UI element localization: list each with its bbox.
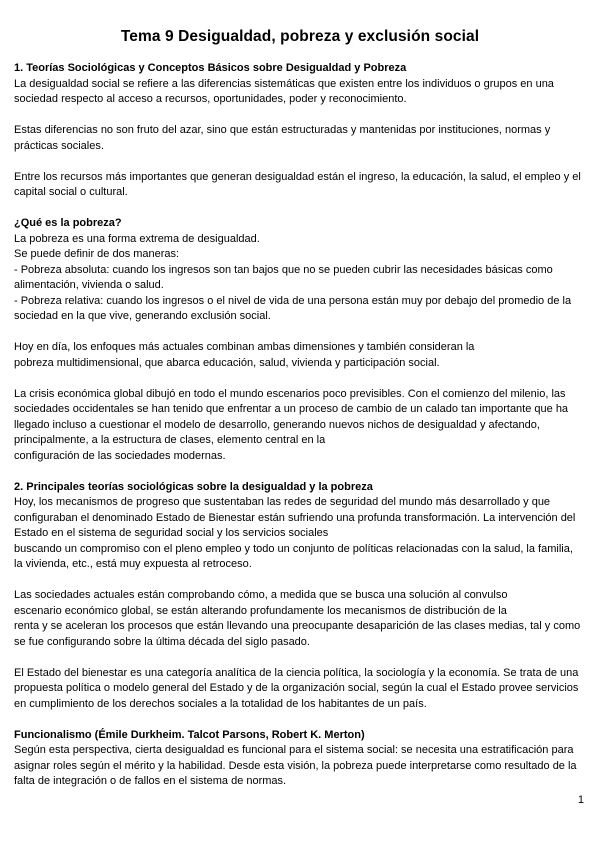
text-line: - Pobreza relativa: cuando los ingresos o el nivel de vida de una persona están muy por debajo del promedio de la xyxy=(14,294,572,307)
text-line: sociedades occidentales se han tenido que enfrentar a un proceso de cambio de un calado tan importante que ha xyxy=(14,403,569,415)
page-number: 1 xyxy=(577,794,584,806)
paragraph xyxy=(14,495,586,573)
text-line: capital social o cultural. xyxy=(14,186,128,198)
text-line: alimentación, vivienda o salud. xyxy=(14,279,164,291)
text-line: Hoy, los mecanismos de progreso que sustentaban las redes de seguridad del mundo más desarrollado y que xyxy=(14,496,551,508)
text-line: sociedad respecto al acceso a recursos, oportunidades, poder y reconocimiento. xyxy=(14,93,407,105)
section-heading: Funcionalismo (Émile Durkheim. Talcot Parsons, Robert K. Merton) xyxy=(14,728,365,741)
paragraph xyxy=(14,77,586,108)
document-title: Tema 9 Desigualdad, pobreza y exclusión social xyxy=(120,28,480,45)
text-line: Se puede definir de dos maneras: xyxy=(14,248,180,260)
text-line: se fue configurando sobre la última década del siglo pasado. xyxy=(14,635,310,648)
text-line: Según esta perspectiva, cierta desigualdad es funcional para el sistema social: se necesita una estratificación para xyxy=(14,744,574,756)
text-line: Entre los recursos más importantes que generan desigualdad están el ingreso, la educación, la salud, el empleo y el xyxy=(14,170,581,183)
text-line: El Estado del bienestar es una categoría analítica de la ciencia política, la sociología y la economía. Se trata de una xyxy=(14,666,579,679)
text-line: la vivienda, etc., está muy expuesta al retroceso. xyxy=(14,558,252,570)
paragraph xyxy=(14,232,586,325)
paragraph xyxy=(14,170,586,201)
section-heading: 2. Principales teorías sociológicas sobre la desigualdad y la pobreza xyxy=(14,480,373,493)
text-line: Estas diferencias no son fruto del azar, sino que están estructuradas y mantenidas por instituciones, normas y xyxy=(14,124,551,136)
text-line: pobreza multidimensional, que abarca educación, salud, vivienda y participación social. xyxy=(14,356,440,369)
paragraph xyxy=(14,123,586,154)
text-line: falta de integración o de fallos en el sistema de normas. xyxy=(14,775,287,787)
text-line: Las sociedades actuales están comprobando cómo, a medida que se busca una solución al convulso xyxy=(14,589,508,601)
paragraph xyxy=(14,340,586,371)
text-line: en cumplimiento de los derechos sociales a la totalidad de los habitantes de un país. xyxy=(14,697,427,710)
text-line: - Pobreza absoluta: cuando los ingresos son tan bajos que no se pueden cubrir las necesidades básicas como xyxy=(14,263,553,276)
text-line: buscando un compromiso con el pleno empleo y todo un conjunto de políticas relacionadas con la salud, la familia, xyxy=(14,542,573,555)
text-line: asignar roles según el mérito y la habilidad. Desde esta visión, la pobreza puede interpretarse como resultado de la xyxy=(14,759,577,772)
text-line: escenario económico global, se están alterando profundamente los mecanismos de distribución de la xyxy=(14,604,507,617)
paragraph xyxy=(14,588,586,650)
section-heading: ¿Qué es la pobreza? xyxy=(14,217,122,229)
text-line: prácticas sociales. xyxy=(14,139,104,152)
text-line: La desigualdad social se refiere a las diferencias sistemáticas que existen entre los individuos o grupos en una xyxy=(14,77,554,90)
text-line: renta y se aceleran los procesos que están llevando una preocupante desaparición de las clases medias, tal y como xyxy=(14,620,581,632)
text-line: configuraban el denominado Estado de Bienestar están sufriendo una profunda transformación. La intervención del xyxy=(14,511,576,524)
document-body xyxy=(14,61,586,805)
text-line: Hoy en día, los enfoques más actuales combinan ambas dimensiones y también consideran la xyxy=(14,341,475,353)
paragraph xyxy=(14,666,586,713)
section-heading: 1. Teorías Sociológicas y Conceptos Básicos sobre Desigualdad y Pobreza xyxy=(14,62,407,74)
paragraph xyxy=(14,743,586,790)
text-line: configuración de las sociedades modernas. xyxy=(14,449,226,462)
text-line: sociedad en la que vive, generando exclusión social. xyxy=(14,310,271,322)
text-line: La crisis económica global dibujó en todo el mundo escenarios poco previsibles. Con el comienzo del milenio, las xyxy=(14,387,566,400)
paragraph xyxy=(14,387,586,465)
text-line: llegado incluso a cuestionar el modelo de desarrollo, generando nuevos nichos de desigualdad y afectando, xyxy=(14,418,540,431)
text-line: La pobreza es una forma extrema de desigualdad. xyxy=(14,232,260,245)
text-line: propuesta política o modelo general del Estado y de la organización social, según la cual el Estado provee servicios xyxy=(14,682,579,694)
text-line: principalmente, a la estructura de clases, elemento central en la xyxy=(14,434,326,446)
text-line: Estado en el sistema de seguridad social y los servicios sociales xyxy=(14,527,329,539)
